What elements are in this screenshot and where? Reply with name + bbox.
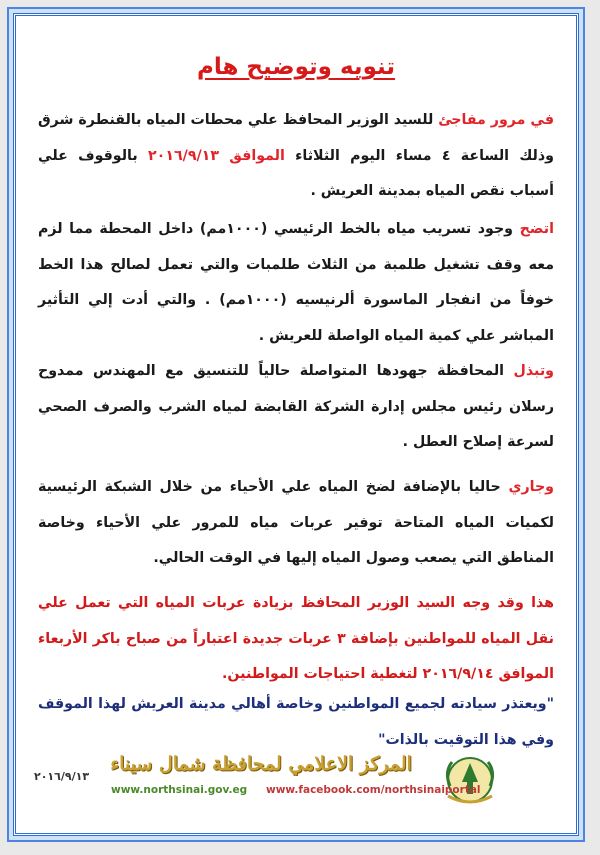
paragraph-minister-directive: هذا وقد وجه السيد الوزير المحافظ بزيادة عربات المياه التي تعمل علي نقل المياه للمواطنين بإضافة ٣ عربات جديدة اعتباراً من صباح باكر الأربعاء الموافق ٢٠١٦/٩/١٤ لتغطية احتياجات المواطنين. xyxy=(38,595,554,682)
paragraph-apology: "ويعتذر سيادته لجميع المواطنين وخاصة أهالي مدينة العريش لهذا الموقف وفي هذا التوقيت بالذات" xyxy=(38,696,554,748)
paragraph-text: وجود تسريب مياه بالخط الرئيسي (١٠٠٠مم) داخل المحطة مما لزم معه وقف تشغيل طلمبة من الثلاث طلمبات والتي تعمل لصالح هذا الخط خوفاً من انفجار الماسورة ألرنيسيه (١٠٠٠مم) . والتي أدت إلي التأثير المباشر علي كمية المياه الواصلة للعريش . xyxy=(38,221,554,344)
title-text: تنويه وتوضيح هام xyxy=(196,54,396,80)
paragraph-text: بالوقوف علي أسباب نقص المياه بمدينة العريش . xyxy=(38,147,554,199)
paragraph-lead: وتبذل xyxy=(513,363,554,379)
paragraph-text: المحافظة جهودها المتواصلة حالياً للتنسيق مع المهندس ممدوح رسلان رئيس مجلس إدارة الشركة القابضة لمياه الشرب والصرف الصحي لسرعة إصلاح العطل . xyxy=(38,363,554,450)
governorate-emblem-icon xyxy=(434,746,506,816)
footer-date: ٢٠١٦/٩/١٣ xyxy=(34,770,90,783)
paragraph-surprise-visit xyxy=(38,103,554,210)
paragraph-lead: اتضح xyxy=(519,221,554,237)
highlight-date: الموافق ٢٠١٦/٩/١٣ xyxy=(148,147,285,164)
document-footer xyxy=(16,738,576,833)
document-page xyxy=(13,13,579,836)
paragraph-coordination xyxy=(38,354,554,461)
website-link[interactable]: www.northsinai.gov.eg xyxy=(111,784,248,796)
paragraph-water-trucks xyxy=(38,470,554,577)
document-title xyxy=(16,54,576,80)
paragraph-lead: وجاري xyxy=(508,479,554,495)
paragraph-text: للسيد الوزير المحافظ علي محطات المياه بالقنطرة شرق وذلك الساعة ٤ مساء اليوم الثلاثاء xyxy=(38,112,554,164)
paragraph-leak xyxy=(38,212,554,354)
facebook-link[interactable]: www.facebook.com/northsinaiportal xyxy=(266,784,481,796)
media-center-banner: المركز الاعلامي لمحافظة شمال سيناء xyxy=(110,753,412,775)
paragraph-lead: في مرور مفاجئ xyxy=(438,112,554,128)
paragraph-text: حاليا بالإضافة لضخ المياه علي الأحياء من خلال الشبكة الرئيسية لكميات المياه المتاحة توفير عربات مياه للمرور علي الأحياء وخاصة المناطق التي يصعب وصول المياه إليها في الوقت الحالي. xyxy=(38,479,554,566)
